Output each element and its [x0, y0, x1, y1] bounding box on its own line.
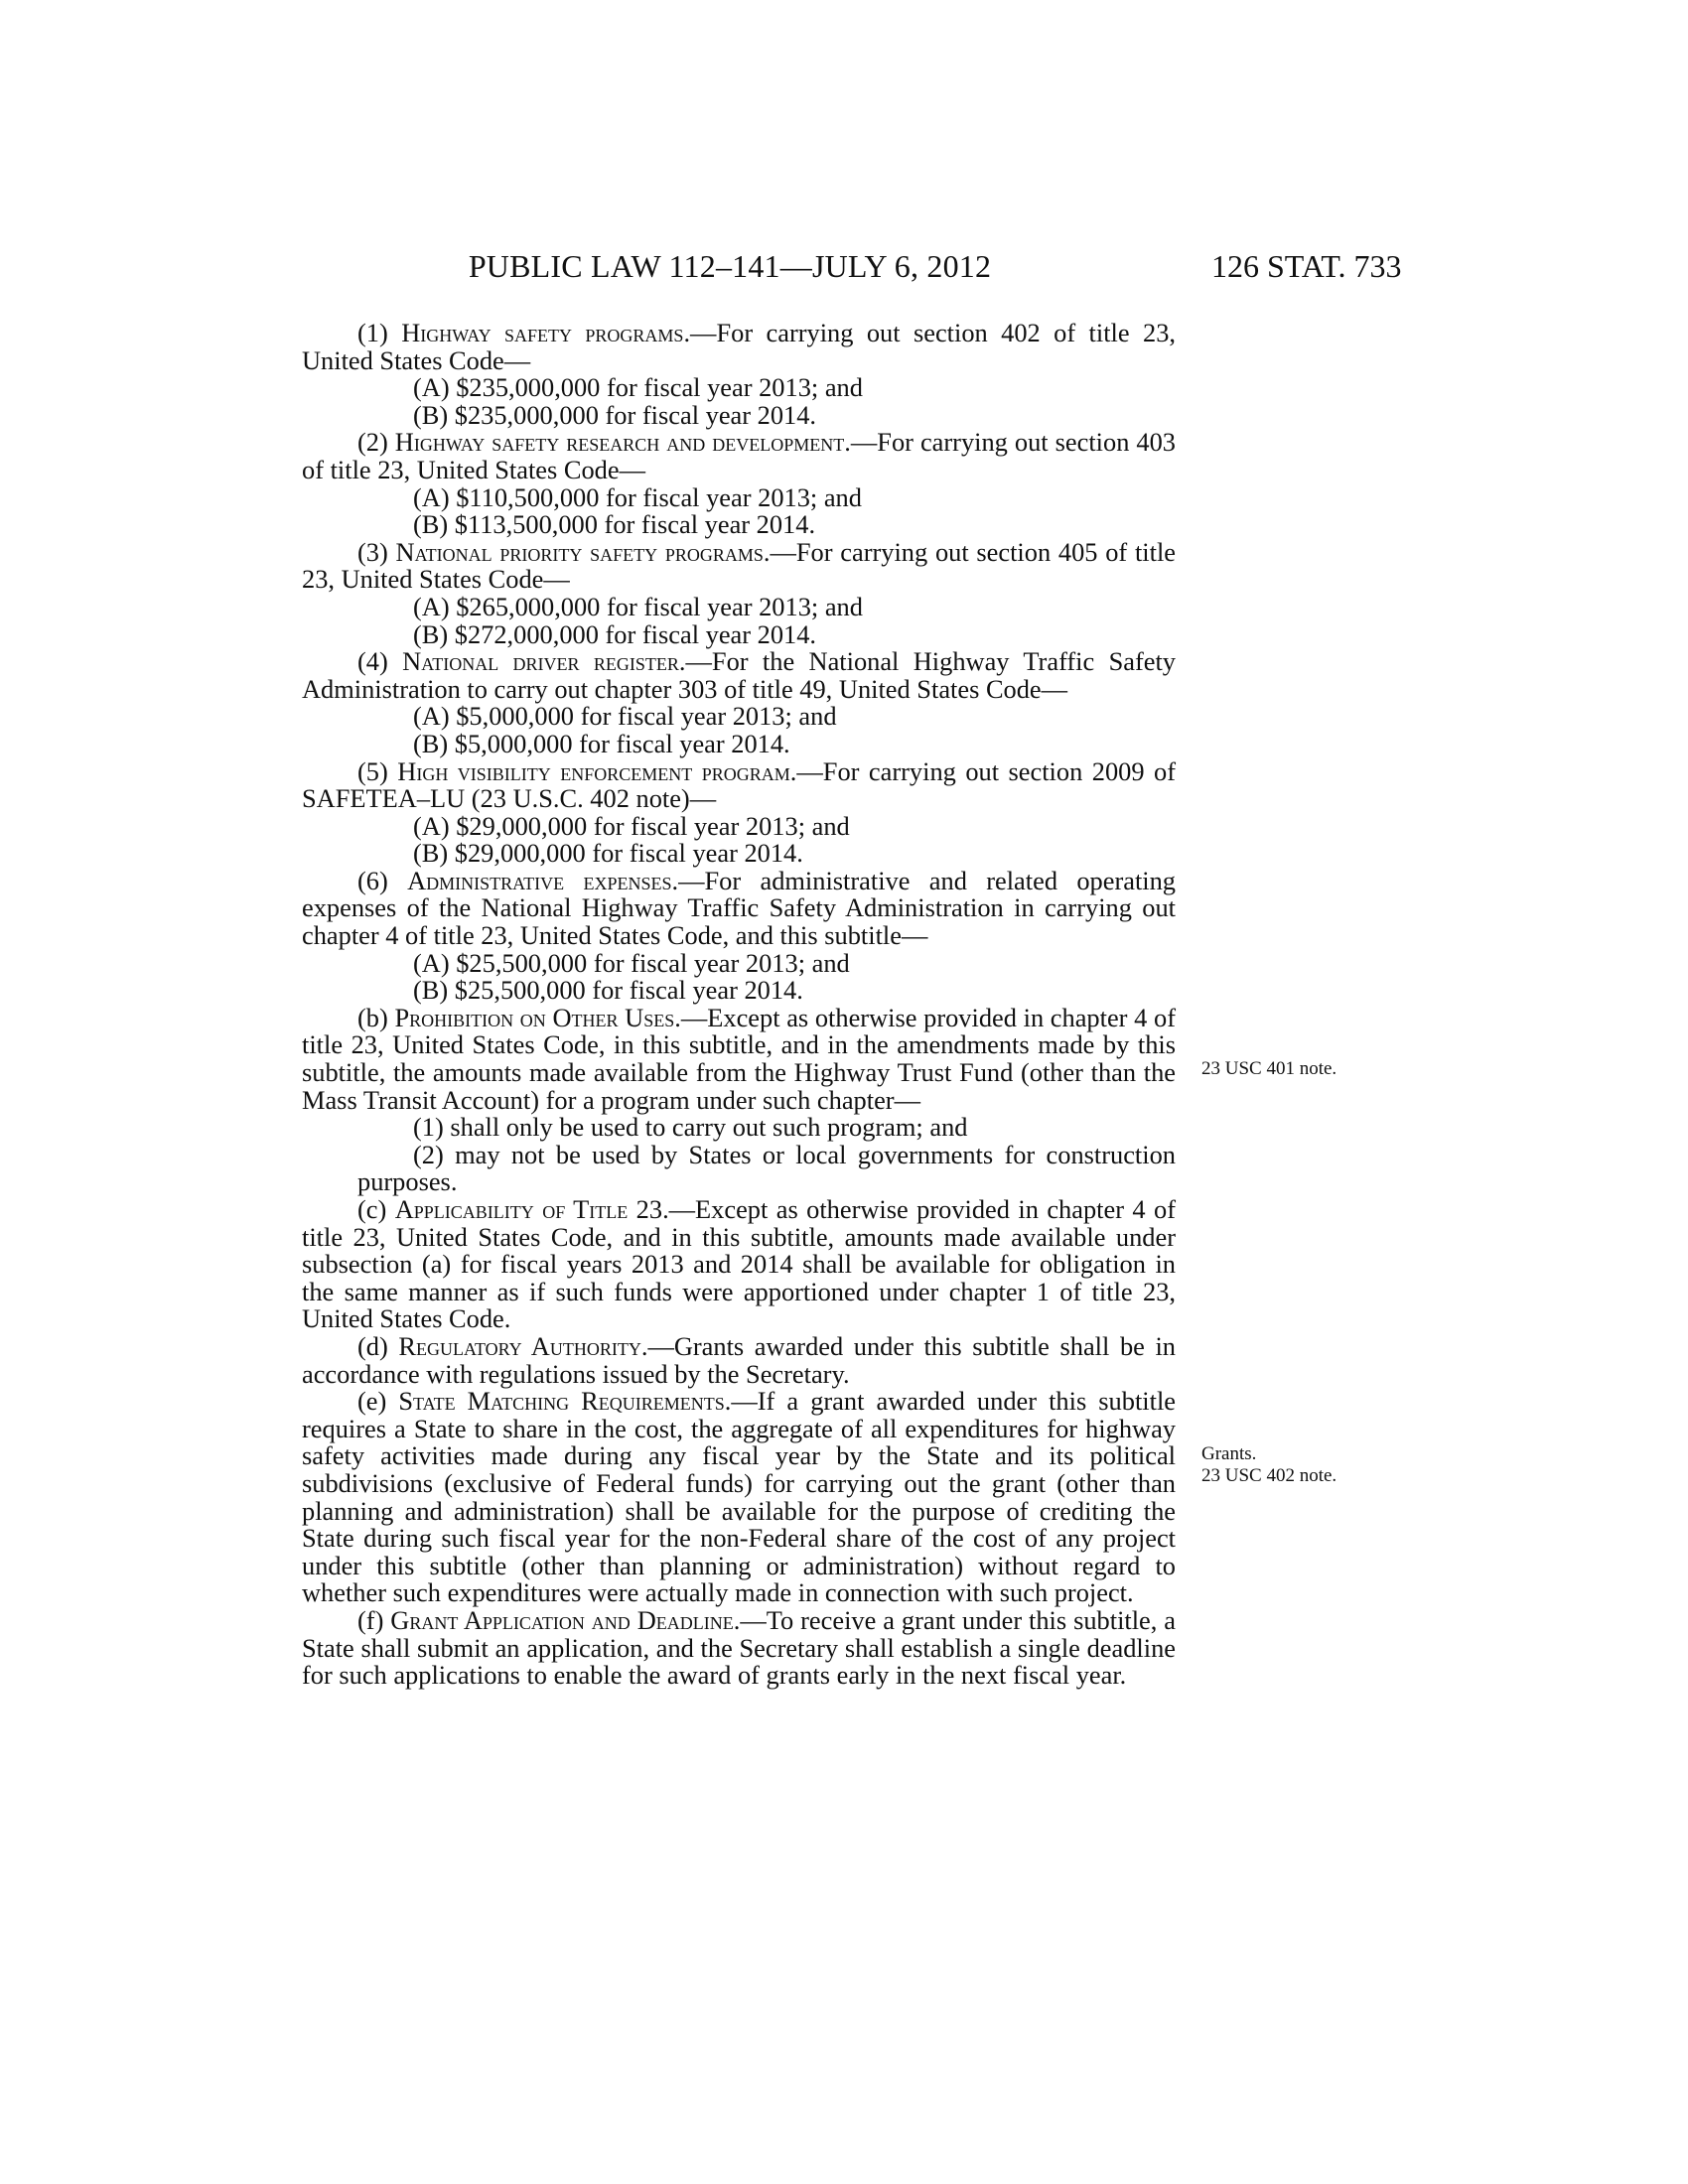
- subparagraph: (B) $113,500,000 for fiscal year 2014.: [413, 509, 816, 540]
- paragraph-1: (1) Highway safety programs.—For carrying out section 402 of title 23, United States Code—: [302, 318, 1176, 375]
- subsection-f: (f) Grant Application and Deadline.—To receive a grant under this subtitle, a State shall submit an application, and the Secretary shall establish a single deadline for such applications to enable the award of grants early in the next fiscal year.: [302, 1604, 1177, 1691]
- running-header-stat-page: 126 STAT. 733: [1211, 248, 1402, 284]
- paragraph-4: (4) National driver register.—For the National Highway Traffic Safety Administration to carry out chapter 303 of title 49, United States Code—: [302, 646, 1176, 704]
- paragraph-heading: Administrative expenses: [407, 865, 672, 895]
- subsection-c: (c) Applicability of Title 23.—Except as otherwise provided in chapter 4 of title 23, United States Code, and in this subtitle, amounts made available under subsection (a) for fiscal years 2013 and 2014 shall be available for obligation in the same manner as if such funds were apportioned under chapter 1 of title 23, United States Code.: [302, 1194, 1177, 1334]
- subsection-heading: State Matching Requirements: [398, 1386, 725, 1417]
- subparagraph: (A) $110,500,000 for fiscal year 2013; and: [413, 481, 862, 512]
- subsection-b: (b) Prohibition on Other Uses.—Except as otherwise provided in chapter 4 of title 23, United States Code, in this subtitle, and in the amendments made by this subtitle, the amounts made available from the Highway Trust Fund (other than the Mass Transit Account) for a program under such chapter—: [302, 1002, 1176, 1115]
- subsection-d: (d) Regulatory Authority.—Grants awarded under this subtitle shall be in accordance with regulations issued by the Secretary.: [302, 1330, 1176, 1389]
- subsection-heading: Regulatory Authority: [398, 1330, 641, 1361]
- paragraph-heading: National priority safety programs: [395, 536, 764, 567]
- paragraph-5: (5) High visibility enforcement program.—For carrying out section 2009 of SAFETEA–LU (23 U.S.C. 402 note)—: [302, 755, 1176, 814]
- margin-note-usc-401: 23 USC 401 note.: [1201, 1058, 1337, 1079]
- paragraph-2: (2) Highway safety research and development.—For carrying out section 403 of title 23, United States Code—: [302, 427, 1176, 484]
- subparagraph: (A) $29,000,000 for fiscal year 2013; and: [413, 810, 850, 841]
- paragraph-heading: Highway safety programs: [401, 318, 684, 347]
- subparagraph: (B) $235,000,000 for fiscal year 2014.: [413, 399, 817, 430]
- paragraph-heading: National driver register: [402, 646, 679, 677]
- subsection-e: (e) State Matching Requirements.—If a grant awarded under this subtitle requires a State to share in the cost, the aggregate of all expenditures for highway safety activities made during any fiscal year by the State and its political subdivisions (exclusive of Federal funds) for carrying out the grant (other than planning and administration) shall be available for the purpose of crediting the State during such fiscal year for the non-Federal share of the cost of any project under this subtitle (other than planning or administration) without regard to whether such expenditures were actually made in connection with such project.: [302, 1386, 1176, 1608]
- subparagraph: (A) $25,500,000 for fiscal year 2013; and: [413, 947, 850, 978]
- subsection-heading: Prohibition on Other Uses: [394, 1002, 675, 1032]
- statute-body: [302, 320, 1176, 1690]
- subsection-item: (2) may not be used by States or local governments for construction purposes.: [357, 1139, 1176, 1197]
- margin-note-usc-402: 23 USC 402 note.: [1201, 1465, 1337, 1486]
- subparagraph: (B) $29,000,000 for fiscal year 2014.: [413, 838, 803, 869]
- paragraph-heading: Highway safety research and development: [394, 427, 845, 458]
- subparagraph: (B) $25,500,000 for fiscal year 2014.: [413, 975, 803, 1006]
- running-header-title: PUBLIC LAW 112–141—JULY 6, 2012: [468, 248, 992, 284]
- subparagraph: (A) $235,000,000 for fiscal year 2013; and: [413, 372, 863, 403]
- paragraph-3: (3) National priority safety programs.—For carrying out section 405 of title 23, United States Code—: [302, 536, 1177, 595]
- subsection-heading: Grant Application and Deadline: [390, 1604, 734, 1635]
- paragraph-heading: High visibility enforcement program: [397, 755, 790, 786]
- subsection-item: (1) shall only be used to carry out such program; and: [413, 1112, 968, 1143]
- subparagraph: (B) $272,000,000 for fiscal year 2014.: [413, 618, 817, 649]
- subparagraph: (B) $5,000,000 for fiscal year 2014.: [413, 728, 790, 758]
- margin-note-grants: Grants.: [1201, 1443, 1257, 1464]
- subparagraph: (A) $5,000,000 for fiscal year 2013; and: [413, 701, 837, 732]
- subsection-heading: Applicability of Title 23: [394, 1194, 663, 1224]
- paragraph-6: (6) Administrative expenses.—For administrative and related operating expenses of the National Highway Traffic Safety Administration in carrying out chapter 4 of title 23, United States Code, and this subtitle—: [302, 865, 1176, 951]
- subparagraph: (A) $265,000,000 for fiscal year 2013; and: [413, 591, 863, 621]
